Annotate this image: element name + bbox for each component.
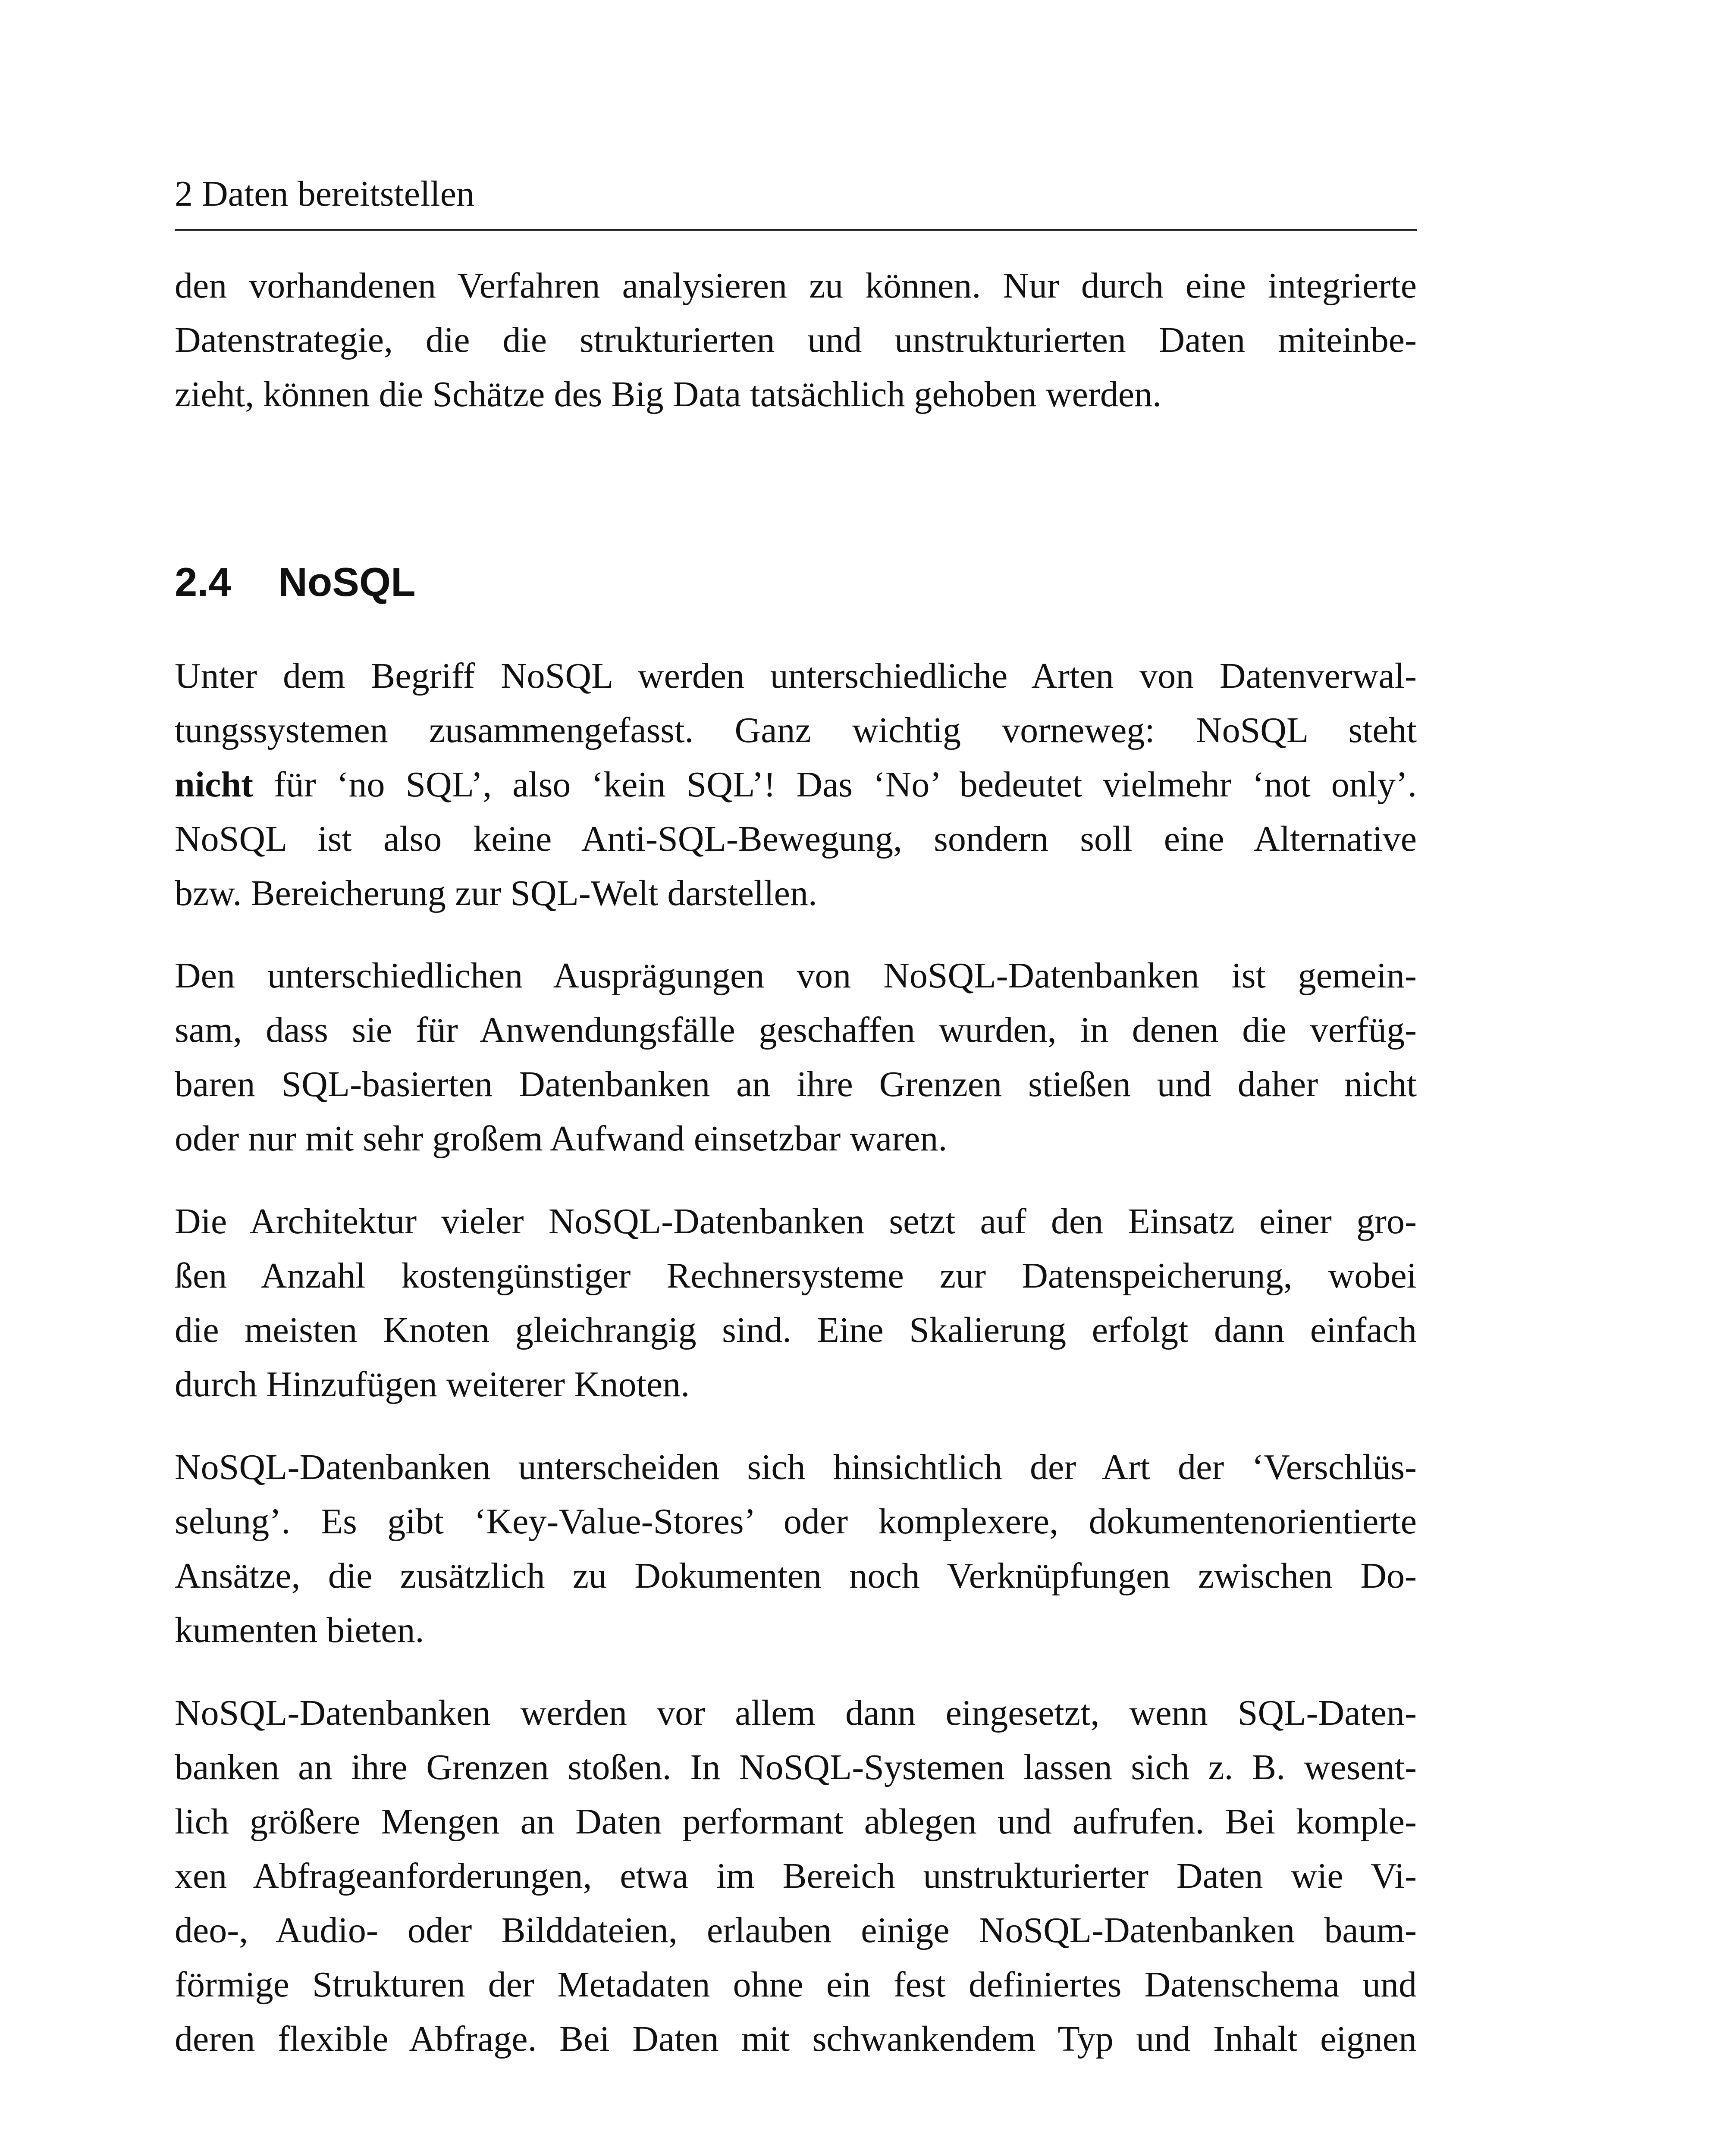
text-line: Den unterschiedlichen Ausprägungen von NoSQL-Datenbanken ist gemein- [175, 956, 1417, 996]
paragraph-nosql-definition [175, 649, 1417, 921]
text-line: ßen Anzahl kostengünstiger Rechnersysteme zur Datenspeicherung, wobei [175, 1256, 1417, 1296]
emphasis-nicht: nicht [175, 765, 254, 805]
paragraph-verschluesselung [175, 1440, 1417, 1658]
text-line: xen Abfrageanforderungen, etwa im Bereich unstrukturierter Daten wie Vi- [175, 1856, 1417, 1896]
text-line: banken an ihre Grenzen stoßen. In NoSQL-Systemen lassen sich z. B. wesent- [175, 1747, 1417, 1787]
text-line: selung’. Es gibt ‘Key-Value-Stores’ oder komplexere, dokumentenorientierte [175, 1501, 1417, 1542]
paragraph-auspraegungen [175, 949, 1417, 1166]
text-line [175, 758, 1417, 812]
text-line-rest: für ‘no SQL’, also ‘kein SQL’! Das ‘No’ bedeutet vielmehr ‘not only’. [253, 765, 1417, 805]
text-line: förmige Strukturen der Metadaten ohne ein fest definiertes Datenschema und [175, 1965, 1417, 2005]
running-header-title: 2 Daten bereitstellen [175, 174, 475, 214]
text-line: bzw. Bereicherung zur SQL-Welt darstellen. [175, 873, 817, 913]
text-line: NoSQL-Datenbanken unterscheiden sich hinsichtlich der Art der ‘Verschlüs- [175, 1447, 1417, 1487]
text-line: die meisten Knoten gleichrangig sind. Eine Skalierung erfolgt dann einfach [175, 1310, 1417, 1350]
text-line: kumenten bieten. [175, 1610, 424, 1650]
paragraph-architektur [175, 1194, 1417, 1412]
text-line: Die Architektur vieler NoSQL-Datenbanken setzt auf den Einsatz einer gro- [175, 1201, 1417, 1241]
text-line: durch Hinzufügen weiterer Knoten. [175, 1364, 690, 1404]
text-line: deren flexible Abfrage. Bei Daten mit schwankendem Typ und Inhalt eignen [175, 2019, 1417, 2059]
text-line: Unter dem Begriff NoSQL werden unterschiedliche Arten von Datenverwal- [175, 656, 1417, 696]
text-line: NoSQL-Datenbanken werden vor allem dann eingesetzt, wenn SQL-Daten- [175, 1693, 1417, 1733]
text-line: zieht, können die Schätze des Big Data tatsächlich gehoben werden. [175, 374, 1162, 414]
section-number: 2.4 [175, 559, 231, 605]
text-line: tungssystemen zusammengefasst. Ganz wichtig vorneweg: NoSQL steht [175, 710, 1417, 750]
text-line: sam, dass sie für Anwendungsfälle geschaffen wurden, in denen die verfüg- [175, 1010, 1417, 1050]
text-line: NoSQL ist also keine Anti-SQL-Bewegung, sondern soll eine Alternative [175, 819, 1417, 859]
text-line: Ansätze, die zusätzlich zu Dokumenten noch Verknüpfungen zwischen Do- [175, 1556, 1417, 1596]
intro-paragraph [175, 259, 1417, 422]
section-title: NoSQL [278, 559, 416, 605]
running-header [175, 172, 1417, 231]
text-line: lich größere Mengen an Daten performant ablegen und aufrufen. Bei komple- [175, 1802, 1417, 1842]
paragraph-einsatz [175, 1686, 1417, 2066]
text-line: Datenstrategie, die die strukturierten und unstrukturierten Daten miteinbe- [175, 320, 1417, 360]
section-heading [175, 556, 416, 608]
book-page [175, 0, 1417, 2156]
text-line: den vorhandenen Verfahren analysieren zu können. Nur durch eine integrierte [175, 266, 1417, 306]
text-line: deo-, Audio- oder Bilddateien, erlauben einige NoSQL-Datenbanken baum- [175, 1910, 1417, 1950]
text-line: baren SQL-basierten Datenbanken an ihre Grenzen stießen und daher nicht [175, 1064, 1417, 1104]
text-line: oder nur mit sehr großem Aufwand einsetzbar waren. [175, 1119, 948, 1159]
